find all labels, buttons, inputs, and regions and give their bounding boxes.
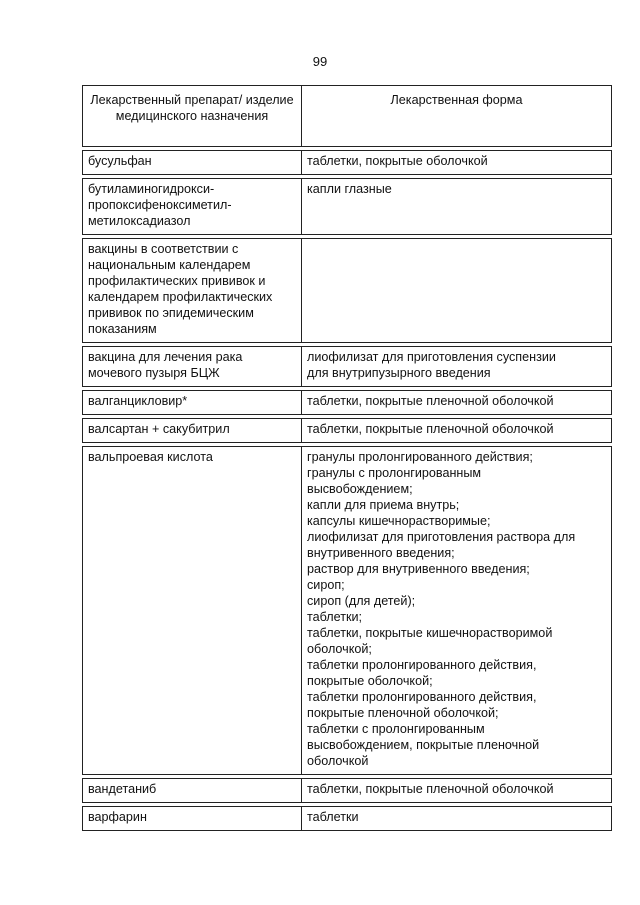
form-cell-line: покрытые оболочкой; (307, 674, 433, 688)
form-cell (302, 447, 612, 775)
form-cell-line: таблетки, покрытые пленочной оболочкой (307, 782, 554, 796)
form-cell (302, 419, 612, 443)
form-cell-line: оболочкой (307, 754, 369, 768)
table-row (83, 447, 612, 775)
form-cell-line: гранулы с пролонгированным (307, 466, 482, 480)
drug-cell-line: вакцина для лечения рака (88, 350, 243, 364)
form-cell-line: высвобождением, покрытые пленочной (307, 738, 540, 752)
table-row (83, 391, 612, 415)
drug-cell (83, 347, 302, 387)
drug-cell-line: вандетаниб (88, 782, 157, 796)
form-cell-line: капсулы кишечнорастворимые; (307, 514, 491, 528)
form-cell-line: сироп; (307, 578, 345, 592)
drug-cell-line: прививок по эпидемическим (88, 306, 254, 320)
form-cell-line: раствор для внутривенного введения; (307, 562, 530, 576)
drug-cell-line: бутиламиногидрокси- (88, 182, 215, 196)
form-cell-line: высвобождением; (307, 482, 413, 496)
drug-cell-line: профилактических прививок и (88, 274, 266, 288)
drug-cell (83, 179, 302, 235)
table-row (83, 807, 612, 831)
form-cell-line: таблетки, покрытые оболочкой (307, 154, 488, 168)
drug-cell-line: вальпроевая кислота (88, 450, 213, 464)
form-cell-line: таблетки пролонгированного действия, (307, 690, 537, 704)
form-cell-line: внутривенного введения; (307, 546, 455, 560)
drug-cell-line: показаниям (88, 322, 157, 336)
form-cell-line (307, 241, 606, 257)
header-drug: Лекарственный препарат/ изделие медицинского назначения (83, 86, 302, 147)
form-cell (302, 179, 612, 235)
form-cell-line: гранулы пролонгированного действия; (307, 450, 533, 464)
table-row (83, 347, 612, 387)
drug-cell-line: метилоксадиазол (88, 214, 191, 228)
drug-cell-line: валганцикловир* (88, 394, 188, 408)
form-cell-line: таблетки, покрытые пленочной оболочкой (307, 394, 554, 408)
table-row (83, 419, 612, 443)
form-cell-line: лиофилизат для приготовления раствора для (307, 530, 576, 544)
drug-cell-line: календарем профилактических (88, 290, 273, 304)
drug-cell (83, 419, 302, 443)
form-cell-line: для внутрипузырного введения (307, 366, 491, 380)
form-cell (302, 779, 612, 803)
form-cell-line: таблетки, покрытые кишечнорастворимой (307, 626, 553, 640)
drug-cell-line: варфарин (88, 810, 147, 824)
drug-cell-line: валсартан + сакубитрил (88, 422, 230, 436)
form-cell-line: таблетки пролонгированного действия, (307, 658, 537, 672)
form-cell-line: сироп (для детей); (307, 594, 416, 608)
drug-cell (83, 391, 302, 415)
drug-cell (83, 447, 302, 775)
form-cell-line: таблетки; (307, 610, 363, 624)
table-header-row (83, 86, 612, 147)
form-cell (302, 151, 612, 175)
drug-table (82, 85, 612, 831)
form-cell-line: лиофилизат для приготовления суспензии (307, 350, 556, 364)
table-row (83, 179, 612, 235)
table-row (83, 239, 612, 343)
drug-cell-line: пропоксифеноксиметил- (88, 198, 232, 212)
drug-cell (83, 239, 302, 343)
form-cell-line: таблетки (307, 810, 359, 824)
form-cell-line: оболочкой; (307, 642, 372, 656)
drug-cell (83, 151, 302, 175)
form-cell-line: капли глазные (307, 182, 392, 196)
form-cell-line: капли для приема внутрь; (307, 498, 460, 512)
form-cell (302, 807, 612, 831)
form-cell (302, 391, 612, 415)
drug-cell (83, 807, 302, 831)
drug-cell-line: вакцины в соответствии с (88, 242, 239, 256)
form-cell (302, 239, 612, 343)
header-form: Лекарственная форма (302, 86, 612, 147)
form-cell-line: таблетки с пролонгированным (307, 722, 485, 736)
drug-cell-line: мочевого пузыря БЦЖ (88, 366, 220, 380)
table-row (83, 779, 612, 803)
drug-cell-line: национальным календарем (88, 258, 251, 272)
form-cell-line: покрытые пленочной оболочкой; (307, 706, 499, 720)
drug-cell-line: бусульфан (88, 154, 152, 168)
drug-cell (83, 779, 302, 803)
form-cell-line: таблетки, покрытые пленочной оболочкой (307, 422, 554, 436)
form-cell (302, 347, 612, 387)
table-row (83, 151, 612, 175)
page-number: 99 (312, 54, 328, 69)
